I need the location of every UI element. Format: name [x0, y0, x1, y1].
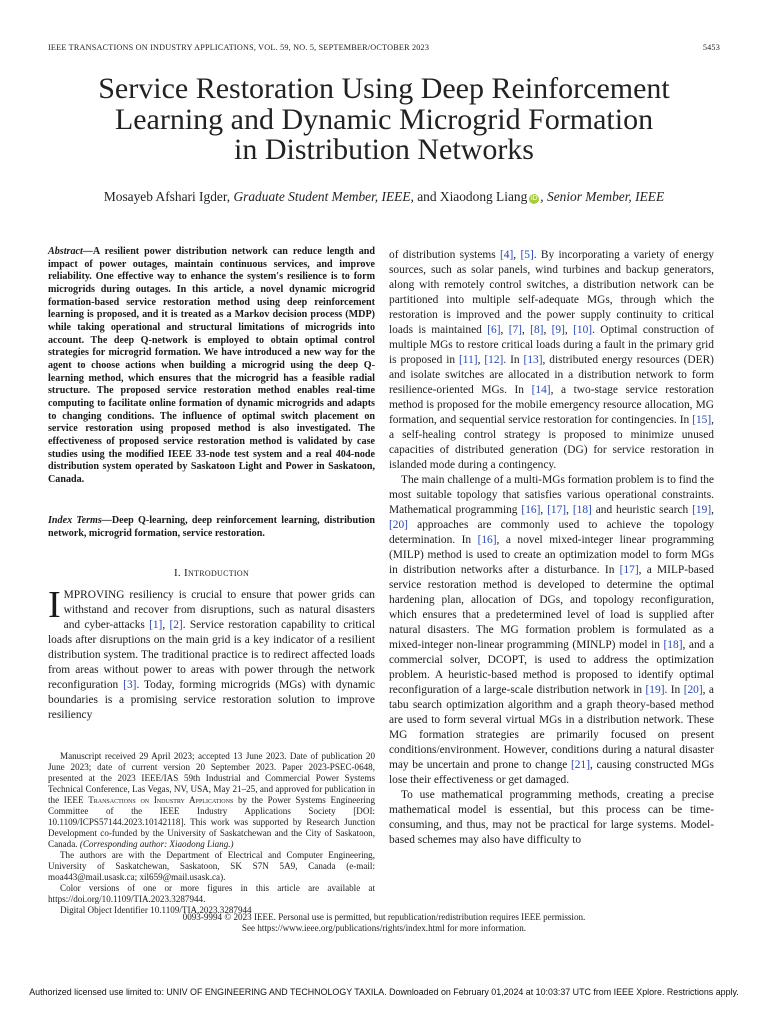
- corresponding-author: (Corresponding author: Xiaodong Liang.): [79, 839, 234, 849]
- citation-link[interactable]: [3]: [123, 679, 137, 691]
- orcid-icon[interactable]: iD: [530, 195, 538, 202]
- citation-link[interactable]: [4]: [500, 249, 514, 261]
- citation-link[interactable]: [20]: [389, 519, 408, 531]
- index-terms-text: Deep Q-learning, deep reinforcement learning, distribution network, microgrid formation, service restoration.: [48, 515, 375, 539]
- title-line-3: in Distribution Networks: [234, 133, 534, 166]
- index-terms: [48, 515, 375, 540]
- citation-link[interactable]: [11]: [459, 354, 478, 366]
- intro-paragraph: IMPROVING resiliency is crucial to ensure that power grids can withstand and recover from disruptions, such as natural disasters and cyber-attacks [1], [2]. Service restoration capability to critical loads after disruptions on the main grid is a key indicator of a resilient distribution system. The traditional practice is to redirect affected loads from areas without power to areas with power through the network reconfiguration [3]. Today, forming microgrids (MGs) with dynamic boundaries is a promising service restoration solution to improve resiliency: [48, 584, 375, 721]
- abstract-label: Abstract—: [48, 246, 93, 257]
- section-heading: [48, 567, 375, 579]
- author-line: [40, 189, 728, 205]
- citation-link[interactable]: [12]: [484, 354, 504, 366]
- citation-link[interactable]: [17]: [619, 564, 639, 576]
- footnote-affiliation: The authors are with the Department of Electrical and Computer Engineering, University of Saskatchewan, Saskatoon, SK S7N 5A9, Canada (e-mail: moa443@mail.usask.ca; xil659@mail.usask.ca).: [48, 850, 375, 882]
- citation-link[interactable]: [9]: [551, 324, 565, 336]
- intro-text: . Today, forming microgrids (MGs) with dynamic boundaries is a promising service restoration solution to improve resiliency: [48, 679, 375, 721]
- intro-text: . Service restoration capability to critical loads after disruptions on the main grid is a key indicator of a resilient distribution system. The traditional practice is to redirect affected loads from areas without power to areas with power through the network reconfiguration: [48, 619, 375, 691]
- citation-link[interactable]: [5]: [520, 249, 534, 261]
- body-paragraph: To use mathematical programming methods, creating a precise mathematical model is essential, but this process can be time-consuming, and thus, may not be practical for large systems. Model-based schemes may also have difficulty to: [389, 789, 714, 846]
- index-terms-label: Index Terms—: [48, 515, 112, 526]
- abstract-text: A resilient power distribution network can reduce length and impact of power outages, maintain continuous services, and improve reliability. One effective way to enhance the system's resilience is to form microgrids during outages. In this article, a novel dynamic microgrid formation-based service restoration method using deep reinforcement learning is proposed, and it is treated as a Markov decision process (MDP) while taking operational and structural limitations of microgrids into account. The deep Q-network is employed to obtain optimal control strategies for microgrid formation. We have introduced a new way for the agent to choose actions when building a microgrid using the deep Q-learning method, which ensures that the microgrid has a feasible radial structure. The proposed service restoration method enables real-time computing to facilitate online formation of dynamic microgrids and adapts to changing conditions. The influence of optimal switch placement on service restoration using proposed method is also investigated. The effectiveness of proposed service restoration method is validated by case studies using the modified IEEE 33-node test system and a real 404-node distribution system operated by Saskatoon Light and Power in Saskatoon, Canada.: [48, 246, 375, 485]
- title-line-1: Service Restoration Using Deep Reinforcement: [98, 72, 670, 105]
- copyright-notice: [40, 912, 728, 934]
- intro-text: MPROVING resiliency is crucial to ensure that power grids can withstand and recover from disruptions, such as natural disasters and cyber-attacks: [63, 589, 375, 631]
- citation-link[interactable]: [14]: [531, 384, 551, 396]
- running-header: [48, 43, 720, 52]
- citation-link[interactable]: [16]: [477, 534, 497, 546]
- paper-title: [40, 74, 728, 166]
- citation-link[interactable]: [19]: [645, 684, 665, 696]
- author-1-role: Graduate Student Member, IEEE,: [233, 189, 414, 204]
- author-2-role: , Senior Member, IEEE: [540, 189, 665, 204]
- citation-link[interactable]: [18]: [663, 639, 683, 651]
- footnote-doi: Digital Object Identifier 10.1109/TIA.2023.3287944: [60, 905, 252, 915]
- footnote-color: Color versions of one or more figures in this article are available at https://doi.org/10.1109/TIA.2023.3287944.: [48, 883, 375, 904]
- authorized-use-notice: Authorized licensed use limited to: UNIV OF ENGINEERING AND TECHNOLOGY TAXILA. Downloaded on February 01,2024 at 10:03:37 UTC from IEEE Xplore. Restrictions apply.: [29, 987, 739, 997]
- citation-link[interactable]: [18]: [572, 504, 592, 516]
- citation-link[interactable]: [13]: [523, 354, 543, 366]
- journal-info: IEEE TRANSACTIONS ON INDUSTRY APPLICATIONS, VOL. 59, NO. 5, SEPTEMBER/OCTOBER 2023: [48, 43, 430, 52]
- citation-link[interactable]: [7]: [508, 324, 522, 336]
- author-1-name: Mosayeb Afshari Igder,: [103, 189, 231, 204]
- abstract: [48, 246, 375, 486]
- citation-link[interactable]: [16]: [521, 504, 541, 516]
- citation-link[interactable]: [19]: [692, 504, 712, 516]
- citation-link[interactable]: [1]: [149, 619, 163, 631]
- citation-link[interactable]: [20]: [683, 684, 703, 696]
- page-number: 5453: [702, 43, 720, 52]
- citation-link[interactable]: [6]: [487, 324, 501, 336]
- citation-link[interactable]: [15]: [692, 414, 712, 426]
- title-line-2: Learning and Dynamic Microgrid Formation: [114, 102, 654, 136]
- footnotes: [48, 751, 375, 916]
- citation-link[interactable]: [17]: [547, 504, 567, 516]
- citation-link[interactable]: [2]: [169, 619, 183, 631]
- copyright-line-2: See https://www.ieee.org/publications/rights/index.html for more information.: [241, 923, 527, 933]
- body-paragraph: of distribution systems [4], [5]. By incorporating a variety of energy sources, such as solar panels, wind turbines and backup generators, along with remotely control switches, a distribution network can be partitioned into multiple self-adequate MGs, through which the restoration is improved and the power supply continuity to critical loads is maintained [6], [7], [8], [9], [10]. Optimal construction of multiple MGs to restore critical loads during a fault in the primary grid is proposed in [11], [12]. In [13], distributed energy resources (DER) and isolate switches are allocated in a distribution network to form resilience-oriented MGs. In [14], a two-stage service restoration method is proposed for the mobile emergency resource allocation, MG formation, and sequential service restoration for contingencies. In [15], a self-healing control strategy is proposed to minimize unused capacities of distributed generation (DG) for service restoration in islanded mode during a contingency.: [389, 249, 714, 471]
- citation-link[interactable]: [21]: [571, 759, 590, 771]
- author-2-name: and Xiaodong Liang: [417, 189, 528, 204]
- citation-link[interactable]: [8]: [530, 324, 544, 336]
- drop-cap: I: [48, 584, 61, 626]
- section-title: Introduction: [184, 567, 250, 579]
- body-paragraph: The main challenge of a multi-MGs formation problem is to find the most suitable topology that satisfies various operational constraints. Mathematical programming [16], [17], [18] and heuristic search [19], [20] approaches are commonly used to achieve the topology determination. In [16], a novel mixed-integer linear programming (MILP) method is used to create an optimization model to form MGs in distribution networks after a disturbance. In [17], a MILP-based service restoration method is developed to determine the optimal hardening plan, allocation of DGs, and topology reconfiguration, which ensures that a predetermined level of load is supplied after natural disasters. The MG formation problem is formulated as a mixed-integer non-linear programming (MINLP) model in [18], and a commercial solver, DCOPT, is used to address the optimization problem. A heuristic-based method is proposed to identify optimal reconfiguration of a large-scale distribution network in [19]. In [20], a tabu search optimization algorithm and a graph theory-based method are used to form several virtual MGs in a distribution network. These MG formation strategies are primarily focused on present conditions/environment. However, conditions during a natural disaster may be uncertain and prone to change [21], causing constructed MGs lose their effectiveness or get damaged.: [389, 474, 714, 786]
- section-number: I.: [173, 567, 181, 579]
- copyright-line-1: 0093-9994 © 2023 IEEE. Personal use is permitted, but republication/redistribution requires IEEE permission.: [182, 912, 586, 922]
- footnote-received: Manuscript received 29 April 2023; accepted 13 June 2023. Date of publication 20 June 2023; date of current version 20 September 2023. Paper 2023-PSEC-0648, presented at the 2023 IEEE/IAS 59th Industrial and Commercial Power Systems Technical Conference, Las Vegas, NV, USA, May 21–25, and approved for publication in the IEEE Transactions on Industry Applications by the Power Systems Engineering Committee of the IEEE Industry Applications Society [DOI: 10.1109/ICPS57144.2023.10142118]. This work was supported by Research Junction Development co-funded by the University of Saskatchewan and the City of Saskatoon, Canada. (Corresponding author: Xiaodong Liang.): [48, 751, 375, 849]
- right-column: [389, 248, 714, 848]
- citation-link[interactable]: [10]: [573, 324, 593, 336]
